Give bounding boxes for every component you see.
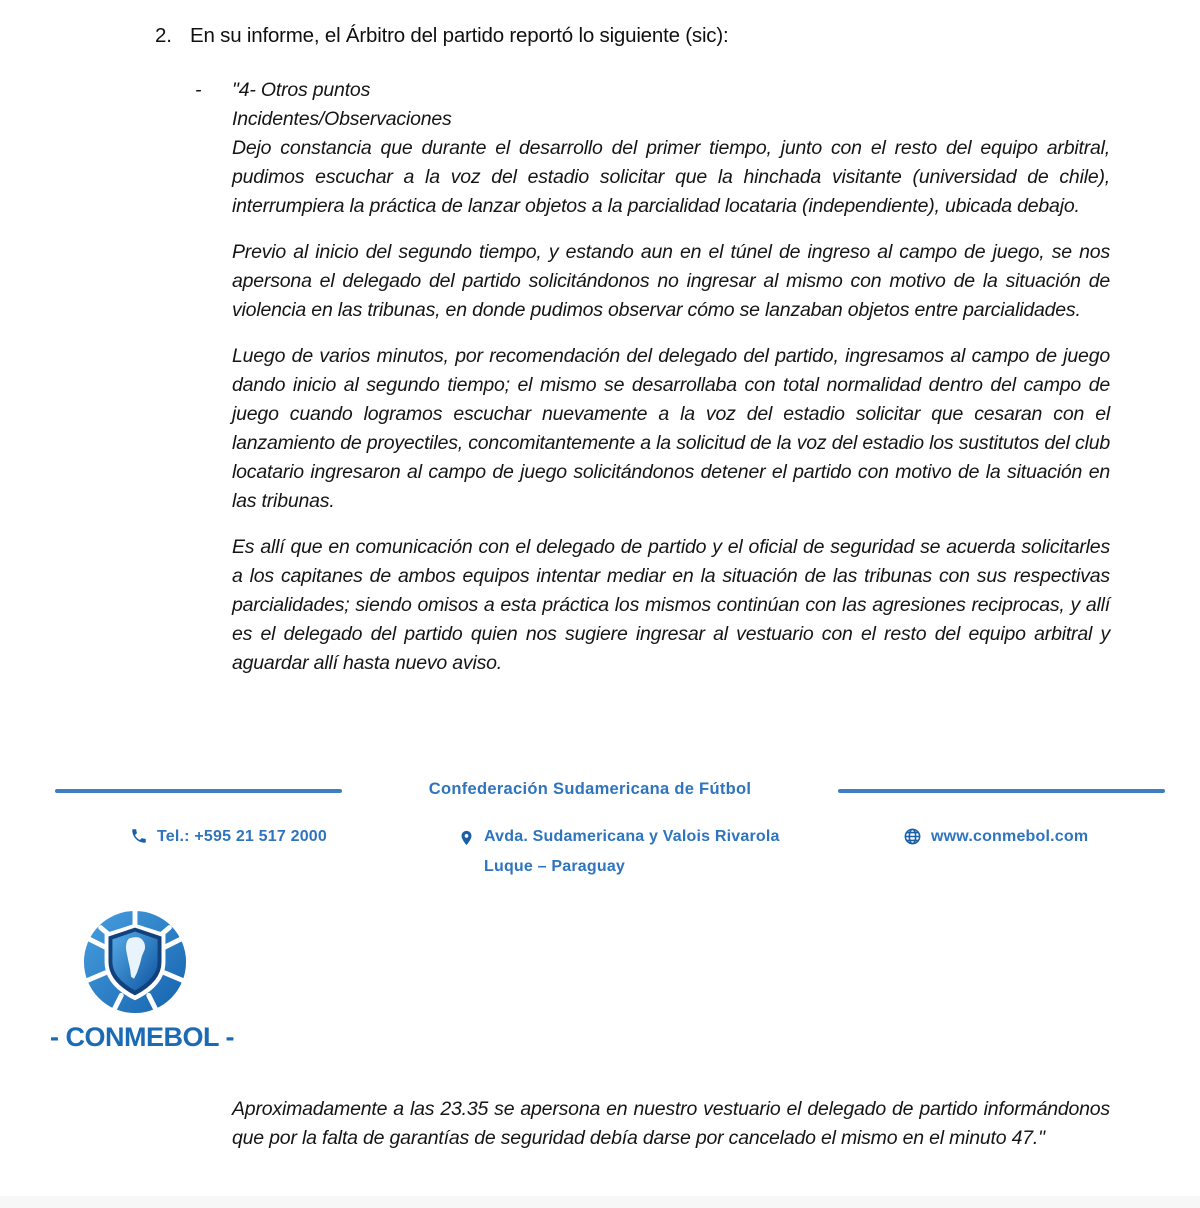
quote-paragraph: Dejo constancia que durante el desarrollo del primer tiempo, junto con el resto del equipo arbitral, pudimos escuchar a la voz del estadio solicitar que la hinchada visitante (universidad de chile), interrumpiera la práctica de lanzar objetos a la parcialidad locataria (independiente), ubicada debajo. bbox=[232, 137, 1110, 217]
quote-heading-line1: "4- Otros puntos bbox=[232, 79, 371, 101]
quote-heading-line2: Incidentes/Observaciones bbox=[232, 108, 452, 130]
phone-text: Tel.: +595 21 517 2000 bbox=[157, 828, 328, 845]
item-number: 2. bbox=[155, 24, 172, 47]
quote-dash-marker: - bbox=[195, 79, 202, 101]
footer-phone bbox=[130, 822, 327, 856]
footer-website bbox=[903, 822, 1088, 857]
address-line1: Avda. Sudamericana y Valois Rivarola bbox=[484, 828, 780, 845]
referee-quote-block bbox=[195, 76, 1110, 678]
globe-icon bbox=[903, 822, 922, 857]
footer-address bbox=[458, 822, 780, 882]
website-text[interactable]: www.conmebol.com bbox=[931, 828, 1089, 845]
address-text bbox=[484, 822, 780, 882]
phone-icon bbox=[130, 822, 148, 856]
conmebol-crest-icon bbox=[50, 908, 220, 1016]
organization-name: Confederación Sudamericana de Fútbol bbox=[428, 780, 752, 798]
conmebol-logo bbox=[50, 908, 234, 1053]
quote-paragraph: Previo al inicio del segundo tiempo, y estando aun en el túnel de ingreso al campo de juego, se nos apersona el delegado del partido solicitándonos no ingresar al mismo con motivo de la situación de violencia en las tribunas, en donde pudimos observar cómo se lanzaban objetos entre parcialidades. bbox=[232, 241, 1110, 321]
report-item bbox=[155, 22, 1140, 49]
item-heading-text: En su informe, el Árbitro del partido reportó lo siguiente (sic): bbox=[190, 24, 729, 47]
page-bottom-strip bbox=[0, 1196, 1200, 1208]
quote-text bbox=[232, 76, 1110, 678]
location-pin-icon bbox=[458, 822, 475, 860]
footer-rule-left bbox=[55, 789, 342, 793]
conmebol-wordmark: - CONMEBOL - bbox=[50, 1022, 234, 1052]
quote-paragraph: Es allí que en comunicación con el delegado de partido y el oficial de seguridad se acuerda solicitarles a los capitanes de ambos equipos intentar mediar en la situación de las tribunas con sus respectivas parcialidades; siendo omisos a esta práctica los mismos continúan con las agresiones reciprocas, y allí es el delegado del partido quien nos sugiere ingresar al vestuario con el resto del equipo arbitral y aguardar allí hasta nuevo aviso. bbox=[232, 536, 1110, 674]
address-line2: Luque – Paraguay bbox=[484, 858, 626, 875]
footer-rule-right bbox=[838, 789, 1165, 793]
quote-closing-paragraph: Aproximadamente a las 23.35 se apersona en nuestro vestuario el delegado de partido informándonos que por la falta de garantías de seguridad debía darse por cancelado el mismo en el minuto 47." bbox=[232, 1098, 1110, 1149]
quote-paragraph: Luego de varios minutos, por recomendación del delegado del partido, ingresamos al campo de juego dando inicio al segundo tiempo; el mismo se desarrollaba con total normalidad dentro del campo de juego cuando logramos escuchar nuevamente a la voz del estadio solicitar que cesaran con el lanzamiento de proyectiles, concomitantemente a la solicitud de la voz del estadio los sustitutos del club locatario ingresaron al campo de juego solicitándonos detener el partido con motivo de la situación en las tribunas. bbox=[232, 345, 1110, 512]
